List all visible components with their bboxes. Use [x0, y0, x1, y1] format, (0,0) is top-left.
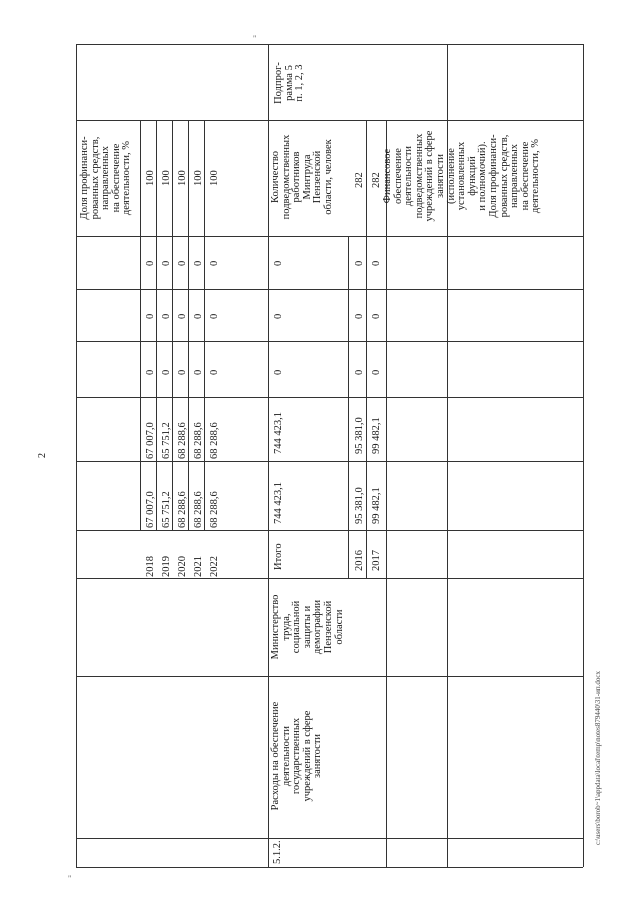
b1-col-2019 — [156, 120, 157, 530]
b2-item-number: 5.1.2. — [272, 840, 283, 864]
b2-col-b: 0 — [371, 313, 382, 319]
b1-indicator-header: Доля профинанси- рованных средств, направленных на обеспечение деятельности, % — [79, 136, 133, 220]
b2-col-a: 0 — [354, 369, 365, 375]
b1-col-b: 0 — [193, 313, 204, 319]
table-border-bottom — [76, 867, 583, 868]
b1-col-c: 0 — [177, 260, 188, 266]
b2-regional: 95 381,0 — [354, 417, 365, 454]
b1-total: 68 288,6 — [209, 491, 220, 528]
b2-program: Подпрог- рамма 5 п. 1, 2, 3 — [273, 62, 306, 104]
b1-regional: 65 751,2 — [161, 422, 172, 459]
row-divider-b — [76, 289, 583, 290]
b1-year: 2018 — [145, 556, 156, 577]
page-mark-top: " — [253, 34, 257, 43]
table-border-left — [76, 44, 77, 867]
row-divider-c — [76, 236, 583, 237]
b1-indicator-value: 100 — [145, 170, 156, 186]
b1-col-a: 0 — [177, 369, 188, 375]
b1-col-2021 — [188, 120, 189, 530]
row-divider-item — [76, 838, 583, 839]
b2-total: 95 381,0 — [354, 487, 365, 524]
b1-year: 2019 — [161, 556, 172, 577]
row-divider-total — [76, 461, 583, 462]
b2-total-a: 0 — [273, 369, 284, 375]
b1-col-b: 0 — [177, 313, 188, 319]
b2-total-c: 0 — [273, 260, 284, 266]
b2-col-2017 — [366, 120, 367, 578]
col-divider-blocks — [268, 44, 269, 867]
row-divider-regional — [76, 397, 583, 398]
b2-year: 2017 — [371, 550, 382, 571]
b2-col-2016 — [348, 236, 349, 578]
b1-col-b: 0 — [145, 313, 156, 319]
b1-year: 2022 — [209, 556, 220, 577]
b1-col-c: 0 — [209, 260, 220, 266]
table-border-top — [76, 44, 583, 45]
b1-col-a: 0 — [161, 369, 172, 375]
b1-total: 68 288,6 — [177, 491, 188, 528]
b1-col-a: 0 — [145, 369, 156, 375]
b1-regional: 67 007,0 — [145, 422, 156, 459]
b1-col-b: 0 — [209, 313, 220, 319]
b2-total-label: Итого — [273, 543, 284, 570]
b2-year: 2016 — [354, 550, 365, 571]
b1-col-a: 0 — [209, 369, 220, 375]
b1-col-c: 0 — [145, 260, 156, 266]
b1-regional: 68 288,6 — [209, 422, 220, 459]
b1-regional: 68 288,6 — [193, 422, 204, 459]
b1-indicator-value: 100 — [161, 170, 172, 186]
b2-regional: 99 482,1 — [371, 417, 382, 454]
b2-total-sum: 744 423,1 — [273, 482, 284, 524]
b1-col-2018 — [140, 120, 141, 530]
page-number: 2 — [37, 453, 48, 458]
b2-indicator-value: 282 — [354, 172, 365, 188]
b2-executor: Министерство труда, социальной защиты и демографии Пензенской области — [270, 594, 345, 660]
table-border-right — [583, 44, 584, 867]
row-divider-a — [76, 341, 583, 342]
b1-col-b: 0 — [161, 313, 172, 319]
b2-total: 99 482,1 — [371, 487, 382, 524]
row-divider-executor — [76, 578, 583, 579]
b1-col-c: 0 — [161, 260, 172, 266]
b2-name: Расходы на обеспечение деятельности государственных учреждений в сфере занятости — [270, 701, 324, 811]
b2-total-regional: 744 423,1 — [273, 412, 284, 454]
footer-path: c:\users\borob~1\appdata\local\temp\notes879440\31-ип.docx — [594, 671, 602, 845]
b2-col-c: 0 — [354, 260, 365, 266]
b1-regional: 68 288,6 — [177, 422, 188, 459]
b1-total: 68 288,6 — [193, 491, 204, 528]
page-mark-bottom: " — [68, 874, 72, 883]
b1-total: 67 007,0 — [145, 491, 156, 528]
row-divider-year — [76, 530, 583, 531]
b2-col-b: 0 — [354, 313, 365, 319]
b1-indicator-value: 100 — [177, 170, 188, 186]
b1-indicator-value: 100 — [193, 170, 204, 186]
row-divider-name — [76, 676, 583, 677]
b1-indicator-value: 100 — [209, 170, 220, 186]
b2-indicator: Количество подведомственных работников Минтруда Пензенской области, человек — [270, 134, 334, 220]
b2-col-c: 0 — [371, 260, 382, 266]
b1-col-2020 — [172, 120, 173, 530]
b1-col-a: 0 — [193, 369, 204, 375]
col-divider-indicator — [386, 120, 387, 867]
b2-indicator2: Финансовое обеспечение деятельности подведомственных учреждений в сфере занятости (исполнение установленных функций и полномочий). Доля профинанси- рованных средств, направленных на обеспечение деятельности, % — [382, 130, 542, 222]
b1-total: 65 751,2 — [161, 491, 172, 528]
b2-col-a: 0 — [371, 369, 382, 375]
b2-indicator-value: 282 — [371, 172, 382, 188]
b1-year: 2020 — [177, 556, 188, 577]
b1-col-c: 0 — [193, 260, 204, 266]
b1-col-2022 — [204, 120, 205, 530]
b1-year: 2021 — [193, 556, 204, 577]
b2-total-b: 0 — [273, 313, 284, 319]
